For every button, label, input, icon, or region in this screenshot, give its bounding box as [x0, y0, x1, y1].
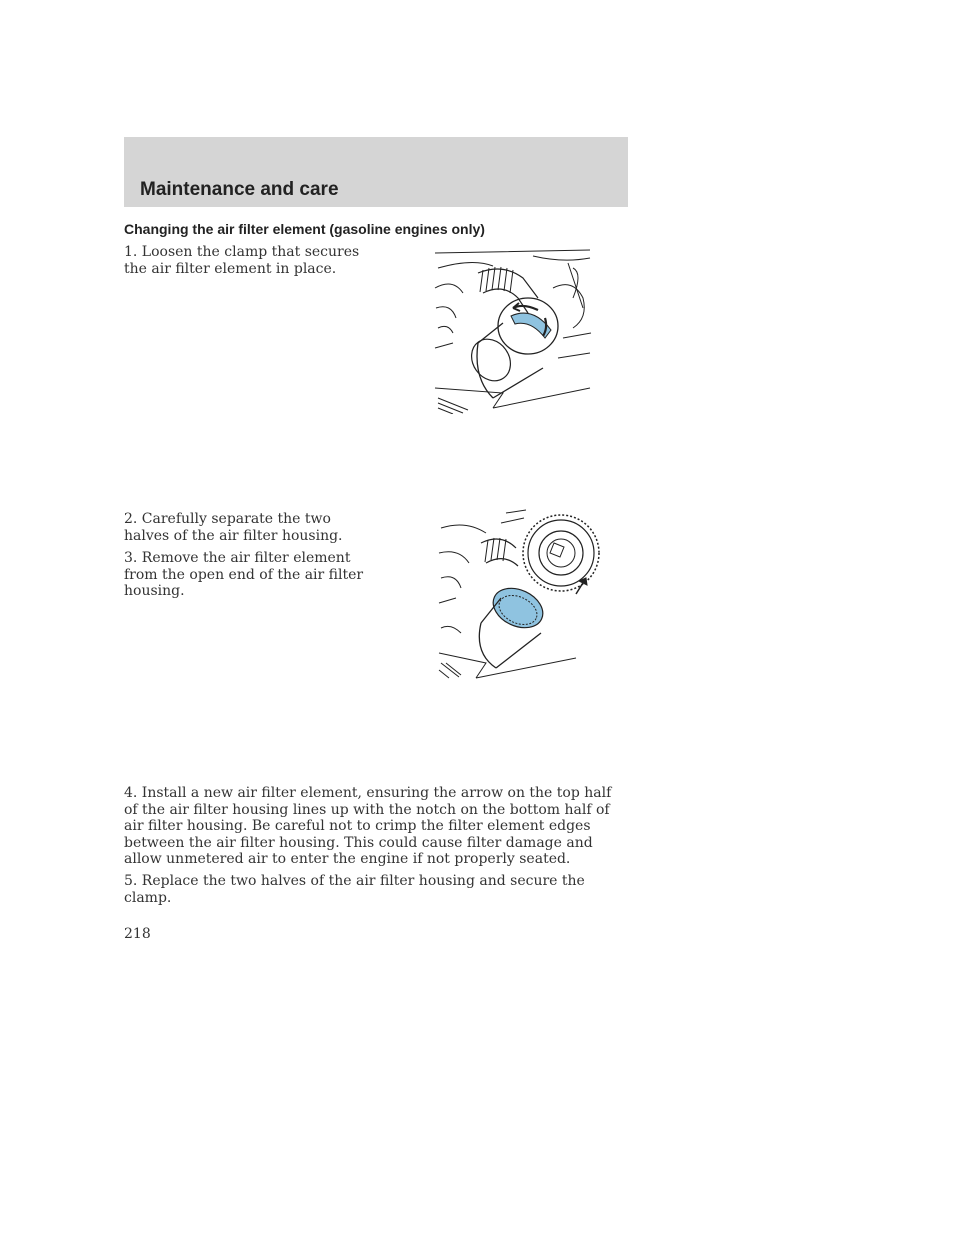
step-3-text: 3. Remove the air filter element from the open end of the air filter housing.	[124, 550, 364, 599]
step-2-text: 2. Carefully separate the two halves of the air filter housing.	[124, 511, 343, 544]
section-title: Maintenance and care	[140, 179, 339, 200]
page-number: 218	[124, 926, 151, 942]
air-filter-clamp-illustration	[433, 248, 593, 414]
step-4-text: 4. Install a new air filter element, ensuring the arrow on the top half of the air filter housing lines up with the notch on the bottom half of air filter housing. Be careful not to crimp the filter element edges between the air filter housing. This could cause filter damage and allow unmetered air to enter the engine if not properly seated.	[124, 785, 612, 867]
air-filter-housing-separated-illustration	[436, 508, 601, 680]
step-1-text: 1. Loosen the clamp that secures the air filter element in place.	[124, 244, 360, 277]
section-header-band	[124, 137, 628, 207]
step-5-text: 5. Replace the two halves of the air filter housing and secure the clamp.	[124, 873, 585, 906]
procedure-heading: Changing the air filter element (gasoline engines only)	[124, 221, 485, 237]
